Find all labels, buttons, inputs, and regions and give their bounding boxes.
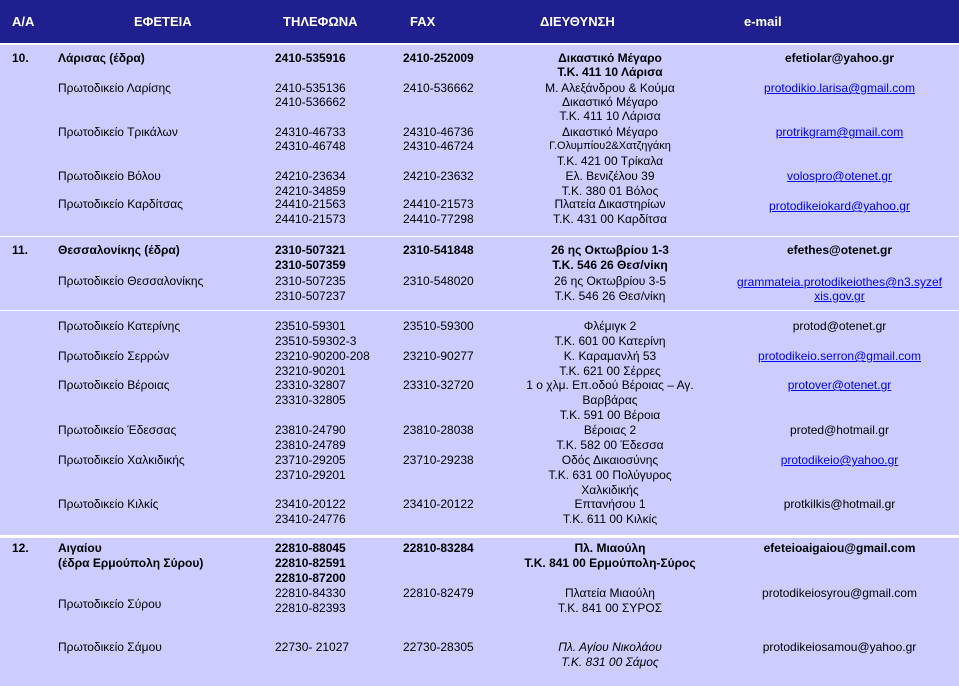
table-header bbox=[0, 0, 959, 43]
court-name: Πρωτοδικείο Καρδίτσας bbox=[58, 197, 183, 211]
fax: 23710-29238 bbox=[403, 453, 474, 467]
court-name: Πρωτοδικείο Τρικάλων bbox=[58, 125, 178, 139]
header-phone: ΤΗΛΕΦΩΝΑ bbox=[283, 14, 358, 29]
fax: 24310-46736 bbox=[403, 125, 474, 139]
address-line: Τ.Κ. 380 01 Βόλος bbox=[561, 184, 659, 198]
address-line: Τ.Κ. 431 00 Καρδίτσα bbox=[553, 212, 667, 226]
phone: 22810-87200 bbox=[275, 571, 346, 585]
address-line: Φλέμιγκ 2 bbox=[583, 319, 637, 333]
phone: 23510-59301 bbox=[275, 319, 346, 333]
phone: 2310-507235 bbox=[275, 274, 346, 288]
email-link[interactable]: protodikeio.serron@gmail.com bbox=[758, 349, 921, 363]
phone: 22810-88045 bbox=[275, 541, 346, 555]
fax: 23510-59300 bbox=[403, 319, 474, 333]
email[interactable]: efeteioaigaiou@gmail.com bbox=[763, 541, 916, 555]
address-line: Βέροιας 2 bbox=[583, 423, 637, 437]
address-line: Πλατεία Μιαούλη bbox=[565, 586, 655, 600]
phone: 2410-535916 bbox=[275, 51, 346, 65]
court-name: Πρωτοδικείο Κατερίνης bbox=[58, 319, 181, 333]
address-line: Επτανήσου 1 bbox=[574, 497, 646, 511]
phone: 22810-84330 bbox=[275, 586, 346, 600]
header-fax: FAX bbox=[410, 14, 436, 29]
address-line: Γ.Ολυμπίου2&Χατζηγάκη bbox=[549, 140, 671, 152]
address-line: Μ. Αλεξάνδρου & Κούμα bbox=[545, 81, 675, 95]
email[interactable]: proted@hotmail.gr bbox=[790, 423, 889, 437]
email[interactable]: protodikeiosyrou@gmail.com bbox=[762, 586, 917, 600]
address-line: Δικαστικό Μέγαρο bbox=[562, 95, 658, 109]
phone: 24310-46748 bbox=[275, 139, 346, 153]
fax: 2310-541848 bbox=[403, 243, 474, 257]
fax: 2410-252009 bbox=[403, 51, 474, 65]
address-line: Ελ. Βενιζέλου 39 bbox=[565, 169, 655, 183]
header-email: e-mail bbox=[744, 14, 782, 29]
section-10-band bbox=[0, 45, 959, 265]
phone: 2410-535136 bbox=[275, 81, 346, 95]
phone: 23410-24776 bbox=[275, 512, 346, 526]
address-line: 26 ης Οκτωβρίου 3-5 bbox=[553, 274, 667, 288]
fax: 22810-83284 bbox=[403, 541, 474, 555]
phone: 22810-82591 bbox=[275, 556, 346, 570]
court-name: Πρωτοδικείο Σάμου bbox=[58, 640, 162, 654]
address-line: 1 ο χλμ. Επ.οδού Βέροιας – Αγ. bbox=[526, 378, 694, 392]
address-line: Τ.Κ. 591 00 Βέροια bbox=[559, 408, 661, 422]
address-line: Δικαστικό Μέγαρο bbox=[562, 125, 658, 139]
fax: 24410-21573 bbox=[403, 197, 474, 211]
email-link[interactable]: protodikeio@yahoo.gr bbox=[780, 453, 899, 467]
phone: 2310-507359 bbox=[275, 258, 346, 272]
appeal-court-name: Αιγαίου bbox=[58, 541, 102, 555]
email[interactable]: protkilkis@hotmail.gr bbox=[783, 497, 896, 511]
email[interactable]: efetiolar@yahoo.gr bbox=[784, 51, 895, 65]
email-link[interactable]: protodikio.larisa@gmail.com bbox=[764, 81, 915, 95]
phone: 24210-23634 bbox=[275, 169, 346, 183]
section-num: 12. bbox=[12, 541, 29, 555]
address-line: Τ.Κ. 411 10 Λάρισα bbox=[557, 65, 663, 79]
phone: 23810-24789 bbox=[275, 438, 346, 452]
address-line: Πλ. Αγίου Νικολάου bbox=[558, 640, 662, 654]
phone: 23810-24790 bbox=[275, 423, 346, 437]
phone: 23710-29201 bbox=[275, 468, 346, 482]
court-name: Πρωτοδικείο Σύρου bbox=[58, 597, 162, 611]
header-aa: Α/Α bbox=[12, 14, 35, 29]
phone: 2310-507321 bbox=[275, 243, 346, 257]
section-num: 10. bbox=[12, 51, 29, 65]
address-line: Τ.Κ. 601 00 Κατερίνη bbox=[554, 334, 666, 348]
court-name: Πρωτοδικείο Κιλκίς bbox=[58, 497, 159, 511]
appeal-court-name: Λάρισας (έδρα) bbox=[58, 51, 145, 65]
phone: 23310-32807 bbox=[275, 378, 346, 392]
phone: 23510-59302-3 bbox=[275, 334, 357, 348]
section-num: 11. bbox=[12, 243, 29, 257]
address-line: Τ.Κ. 546 26 Θεσ/νίκη bbox=[554, 289, 666, 303]
phone: 23410-20122 bbox=[275, 497, 346, 511]
address-line: Τ.Κ. 841 00 ΣΥΡΟΣ bbox=[557, 601, 663, 615]
phone: 2410-536662 bbox=[275, 95, 346, 109]
fax: 23310-32720 bbox=[403, 378, 474, 392]
phone: 22810-82393 bbox=[275, 601, 346, 615]
email-link[interactable]: volospro@otenet.gr bbox=[787, 169, 892, 183]
fax: 24410-77298 bbox=[403, 212, 474, 226]
fax: 23410-20122 bbox=[403, 497, 474, 511]
header-address: ΔΙΕΥΘΥΝΣΗ bbox=[540, 14, 615, 29]
address-line: Τ.Κ. 841 00 Ερμούπολη-Σύρος bbox=[524, 556, 696, 570]
address-line: Κ. Καραμανλή 53 bbox=[563, 349, 657, 363]
court-name: Πρωτοδικείο Έδεσσας bbox=[58, 423, 177, 437]
phone: 23710-29205 bbox=[275, 453, 346, 467]
address-line: Δικαστικό Μέγαρο bbox=[558, 51, 662, 65]
address-line: Πλατεία Δικαστηρίων bbox=[554, 197, 666, 211]
address-line: Τ.Κ. 546 26 Θεσ/νίκη bbox=[552, 258, 668, 272]
court-name: Πρωτοδικείο Θεσσαλονίκης bbox=[58, 274, 204, 288]
phone: 24410-21563 bbox=[275, 197, 346, 211]
header-court: ΕΦΕΤΕΙΑ bbox=[134, 14, 192, 29]
email[interactable]: efethes@otenet.gr bbox=[786, 243, 893, 257]
court-name: Πρωτοδικείο Σερρών bbox=[58, 349, 170, 363]
court-name: Πρωτοδικείο Βέροιας bbox=[58, 378, 170, 392]
address-line: Τ.Κ. 631 00 Πολύγυρος bbox=[548, 468, 672, 482]
email[interactable]: protodikeiosamou@yahoo.gr bbox=[762, 640, 917, 654]
phone: 24410-21573 bbox=[275, 212, 346, 226]
court-name: Πρωτοδικείο Λαρίσης bbox=[58, 81, 171, 95]
email-link[interactable]: grammateia.protodikeiothes@n3.syzef bbox=[737, 275, 942, 289]
address-line: Τ.Κ. 611 00 Κιλκίς bbox=[562, 512, 658, 526]
phone: 22730- 21027 bbox=[275, 640, 350, 654]
email-link[interactable]: xis.gov.gr bbox=[814, 289, 865, 303]
address-line: Βαρβάρας bbox=[582, 393, 638, 407]
phone: 23310-32805 bbox=[275, 393, 346, 407]
fax: 22730-28305 bbox=[403, 640, 474, 654]
fax: 23810-28038 bbox=[403, 423, 474, 437]
appeal-court-name: Θεσσαλονίκης (έδρα) bbox=[58, 243, 180, 257]
fax: 23210-90277 bbox=[403, 349, 474, 363]
fax: 24310-46724 bbox=[403, 139, 474, 153]
fax: 24210-23632 bbox=[403, 169, 474, 183]
address-line: Οδός Δικαιοσύνης bbox=[561, 453, 659, 467]
court-name: Πρωτοδικείο Βόλου bbox=[58, 169, 161, 183]
address-line: Τ.Κ. 582 00 Έδεσσα bbox=[556, 438, 664, 452]
phone: 24210-34859 bbox=[275, 184, 346, 198]
email-link[interactable]: protodikeiokard@yahoo.gr bbox=[769, 199, 910, 213]
address-line: Χαλκιδικής bbox=[581, 483, 639, 497]
address-line: 26 ης Οκτωβρίου 1-3 bbox=[551, 243, 669, 257]
court-name: Πρωτοδικείο Χαλκιδικής bbox=[58, 453, 185, 467]
email-link[interactable]: protrikgram@gmail.com bbox=[775, 125, 904, 139]
phone: 24310-46733 bbox=[275, 125, 346, 139]
phone: 2310-507237 bbox=[275, 289, 346, 303]
appeal-court-seat: (έδρα Ερμούπολη Σύρου) bbox=[58, 556, 204, 570]
address-line: Τ.Κ. 621 00 Σέρρες bbox=[559, 364, 661, 378]
phone: 23210-90201 bbox=[275, 364, 346, 378]
address-line: Τ.Κ. 411 10 Λάρισα bbox=[559, 109, 661, 123]
address-line: Πλ. Μιαούλη bbox=[574, 541, 646, 555]
phone: 23210-90200-208 bbox=[275, 349, 370, 363]
fax: 2410-536662 bbox=[403, 81, 474, 95]
fax: 2310-548020 bbox=[403, 274, 474, 288]
address-line: Τ.Κ. 421 00 Τρίκαλα bbox=[556, 154, 664, 168]
email-link[interactable]: protover@otenet.gr bbox=[787, 378, 892, 392]
email[interactable]: protod@otenet.gr bbox=[792, 319, 887, 333]
address-line: Τ.Κ. 831 00 Σάμος bbox=[561, 655, 659, 669]
fax: 22810-82479 bbox=[403, 586, 474, 600]
